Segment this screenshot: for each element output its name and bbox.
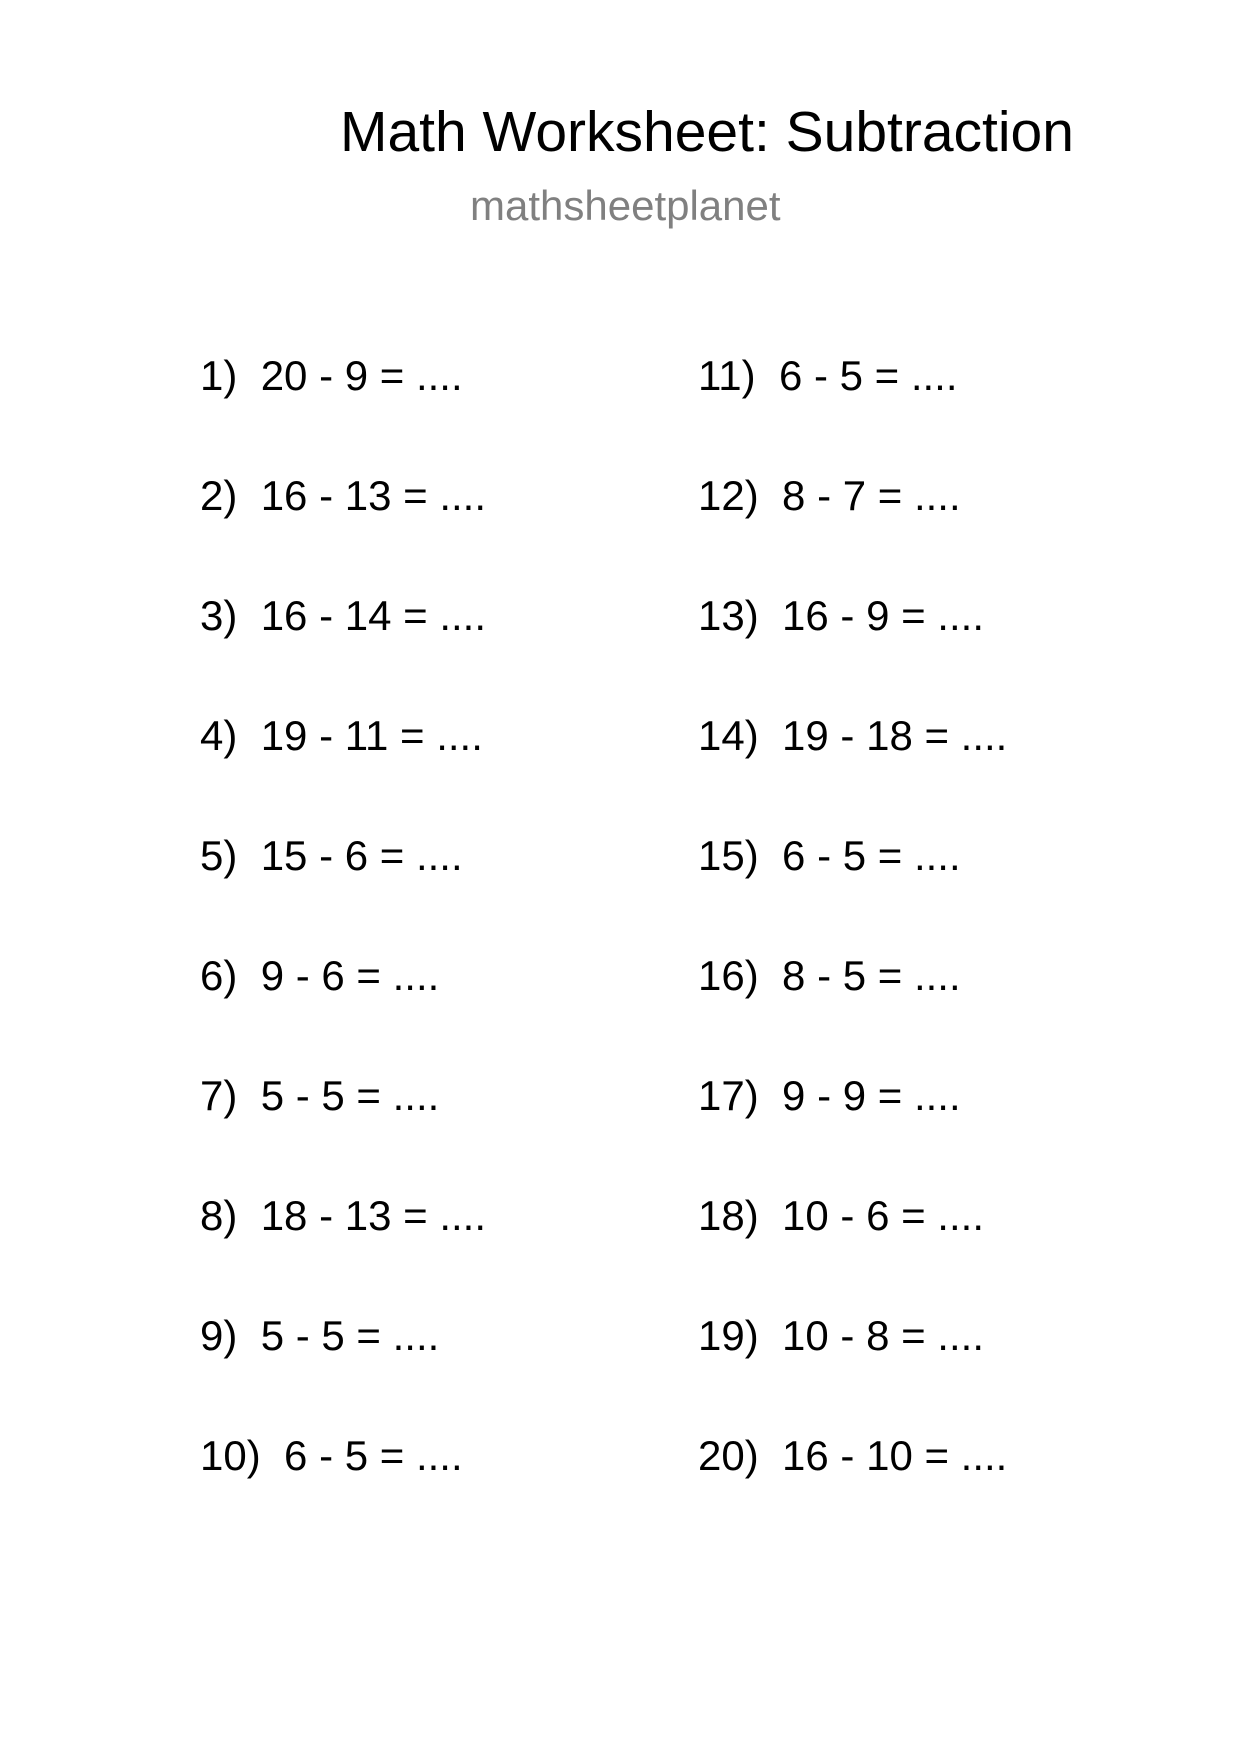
problem-number: 11): [698, 352, 756, 399]
problem-expression: 16 - 13 = ....: [260, 472, 487, 519]
problem-expression: 18 - 13 = ....: [260, 1192, 487, 1239]
problem-item: [698, 350, 958, 402]
problem-expression: 5 - 5 = ....: [260, 1072, 440, 1119]
problem-expression: 9 - 9 = ....: [782, 1072, 961, 1119]
problem-number: 6): [200, 952, 238, 999]
problem-item: [200, 1310, 439, 1362]
problem-expression: 6 - 5 = ....: [782, 832, 961, 879]
problem-item: [698, 1430, 1007, 1482]
problem-item: [698, 1190, 984, 1242]
worksheet-title: Math Worksheet: Subtraction: [340, 100, 1074, 164]
problem-expression: 16 - 14 = ....: [260, 592, 487, 639]
problem-expression: 16 - 9 = ....: [782, 592, 984, 639]
problem-expression: 15 - 6 = ....: [260, 832, 463, 879]
worksheet-source: mathsheetplanet: [470, 182, 781, 229]
problem-number: 4): [200, 712, 238, 759]
problem-expression: 8 - 7 = ....: [782, 472, 961, 519]
problem-expression: 10 - 8 = ....: [782, 1312, 984, 1359]
problem-number: 18): [698, 1192, 759, 1239]
problem-item: [200, 710, 483, 762]
problem-number: 9): [200, 1312, 238, 1359]
problem-number: 5): [200, 832, 238, 879]
problem-number: 7): [200, 1072, 238, 1119]
problem-item: [698, 950, 961, 1002]
problem-item: [200, 1430, 463, 1482]
problem-number: 14): [698, 712, 759, 759]
problem-expression: 6 - 5 = ....: [284, 1432, 463, 1479]
problem-item: [200, 1070, 439, 1122]
problem-item: [200, 350, 463, 402]
problem-item: [200, 950, 439, 1002]
problem-item: [698, 1310, 984, 1362]
problem-item: [698, 470, 961, 522]
problem-expression: 9 - 6 = ....: [260, 952, 440, 999]
problem-item: [698, 710, 1007, 762]
problem-expression: 6 - 5 = ....: [778, 352, 958, 399]
problem-expression: 5 - 5 = ....: [260, 1312, 440, 1359]
problem-expression: 10 - 6 = ....: [782, 1192, 984, 1239]
problem-number: 17): [698, 1072, 759, 1119]
problem-number: 13): [698, 592, 759, 639]
problem-expression: 19 - 18 = ....: [782, 712, 1008, 759]
problem-item: [698, 590, 984, 642]
problem-expression: 16 - 10 = ....: [782, 1432, 1008, 1479]
problem-item: [200, 830, 463, 882]
problem-number: 20): [698, 1432, 759, 1479]
problem-item: [698, 1070, 961, 1122]
problem-number: 3): [200, 592, 238, 639]
problem-number: 19): [698, 1312, 759, 1359]
problem-number: 16): [698, 952, 759, 999]
problem-item: [200, 1190, 486, 1242]
problem-number: 15): [698, 832, 759, 879]
problem-number: 12): [698, 472, 759, 519]
problem-number: 1): [200, 352, 238, 399]
problem-expression: 20 - 9 = ....: [260, 352, 463, 399]
problem-number: 10): [200, 1432, 261, 1479]
problem-expression: 19 - 11 = ....: [260, 712, 483, 759]
problem-item: [698, 830, 961, 882]
problem-number: 2): [200, 472, 238, 519]
problem-expression: 8 - 5 = ....: [782, 952, 961, 999]
problem-item: [200, 590, 486, 642]
problem-item: [200, 470, 486, 522]
problem-number: 8): [200, 1192, 238, 1239]
